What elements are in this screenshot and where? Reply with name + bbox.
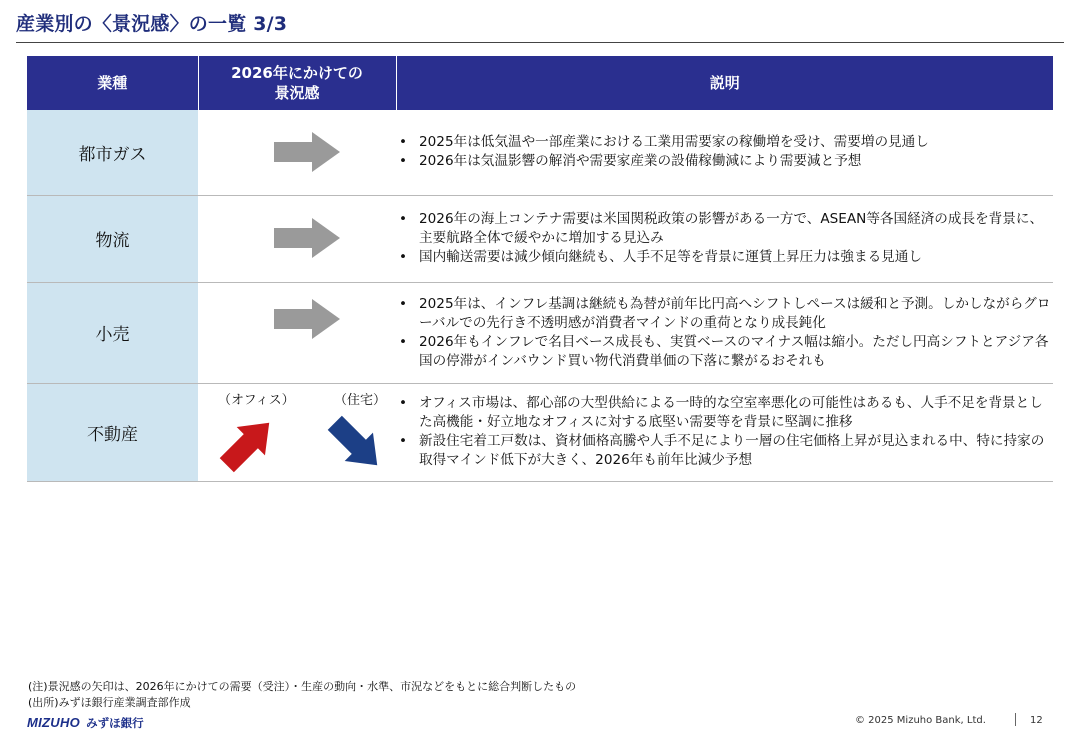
description-bullet: • 2025年は、インフレ基調は継続も為替が前年比円高へシフトしペースは緩和と予測。しかしながらグローバルでの先行き不透明感が消費者マインドの重荷となり成長鈍化 [396, 295, 1053, 333]
residential-outlook-label: （住宅） [334, 392, 387, 408]
outlook-cell [198, 282, 396, 383]
table-row [27, 383, 1053, 481]
footer-divider [1015, 713, 1016, 726]
page-title: 産業別の〈景況感〉の一覧 3/3 [16, 13, 288, 35]
flat-arrow-icon [274, 218, 340, 258]
table-row [27, 282, 1053, 383]
description-bullet: • 2026年もインフレで名目ベース成長も、実質ベースのマイナス幅は縮小。ただし円高シフトとアジア各国の停滞がインバウンド買い物代消費単価の下落に繋がるおそれも [396, 333, 1053, 371]
outlook-cell [198, 110, 396, 195]
footnote: (注)景況感の矢印は、2026年にかけての需要（受注）・生産の動向・水準、市況などをもとに総合判断したもの [28, 680, 577, 693]
description-cell [396, 110, 1053, 195]
table-row [27, 195, 1053, 282]
flat-arrow-icon [274, 132, 340, 172]
description-bullet: • 2025年は低気温や一部産業における工業用需要家の稼働増を受け、需要増の見通し [396, 133, 1053, 152]
outlook-cell [198, 195, 396, 282]
header-industry: 業種 [27, 56, 198, 110]
mizuho-logo [27, 712, 144, 731]
table-header-row [27, 56, 1053, 110]
description-bullet: • 2026年は気温影響の解消や需要家産業の設備稼働減により需要減と予想 [396, 152, 1053, 171]
header-outlook [198, 56, 396, 110]
description-bullet: • 新設住宅着工戸数は、資材価格高騰や人手不足により一層の住宅価格上昇が見込まれる中、特に持家の取得マインド低下が大きく、2026年も前年比減少予想 [396, 432, 1053, 470]
logo-wordmark: MIZUHO [27, 715, 81, 730]
industry-cell: 小売 [27, 282, 198, 383]
logo-japanese: みずほ銀行 [86, 716, 144, 730]
description-cell [396, 195, 1053, 282]
industry-cell: 都市ガス [27, 110, 198, 195]
description-bullet: • 2026年の海上コンテナ需要は米国関税政策の影響がある一方で、ASEAN等各国経済の成長を背景に、主要航路全体で緩やかに増加する見込み [396, 210, 1053, 248]
description-bullet: • オフィス市場は、都心部の大型供給による一時的な空室率悪化の可能性はあるも、人手不足を背景とした高機能・好立地なオフィスに対する底堅い需要等を背景に堅調に推移 [396, 394, 1053, 432]
title-divider [16, 42, 1064, 43]
flat-arrow-icon [274, 299, 340, 339]
header-description: 説明 [396, 56, 1053, 110]
office-outlook-label: （オフィス） [218, 392, 295, 408]
down-arrow-icon [326, 414, 386, 474]
table-row [27, 110, 1053, 195]
industry-cell: 不動産 [27, 383, 198, 481]
page-number: 12 [1030, 715, 1043, 726]
industry-cell: 物流 [27, 195, 198, 282]
description-cell [396, 383, 1053, 481]
header-outlook-line2: 景況感 [274, 84, 320, 102]
copyright: © 2025 Mizuho Bank, Ltd. [855, 715, 986, 726]
up-arrow-icon [218, 414, 278, 474]
description-cell [396, 282, 1053, 383]
outlook-cell [198, 383, 396, 481]
source-note: (出所)みずほ銀行産業調査部作成 [28, 696, 191, 709]
industry-outlook-table [27, 56, 1053, 482]
description-bullet: • 国内輸送需要は減少傾向継続も、人手不足等を背景に運賃上昇圧力は強まる見通し [396, 248, 1053, 267]
header-outlook-line1: 2026年にかけての [231, 64, 363, 82]
